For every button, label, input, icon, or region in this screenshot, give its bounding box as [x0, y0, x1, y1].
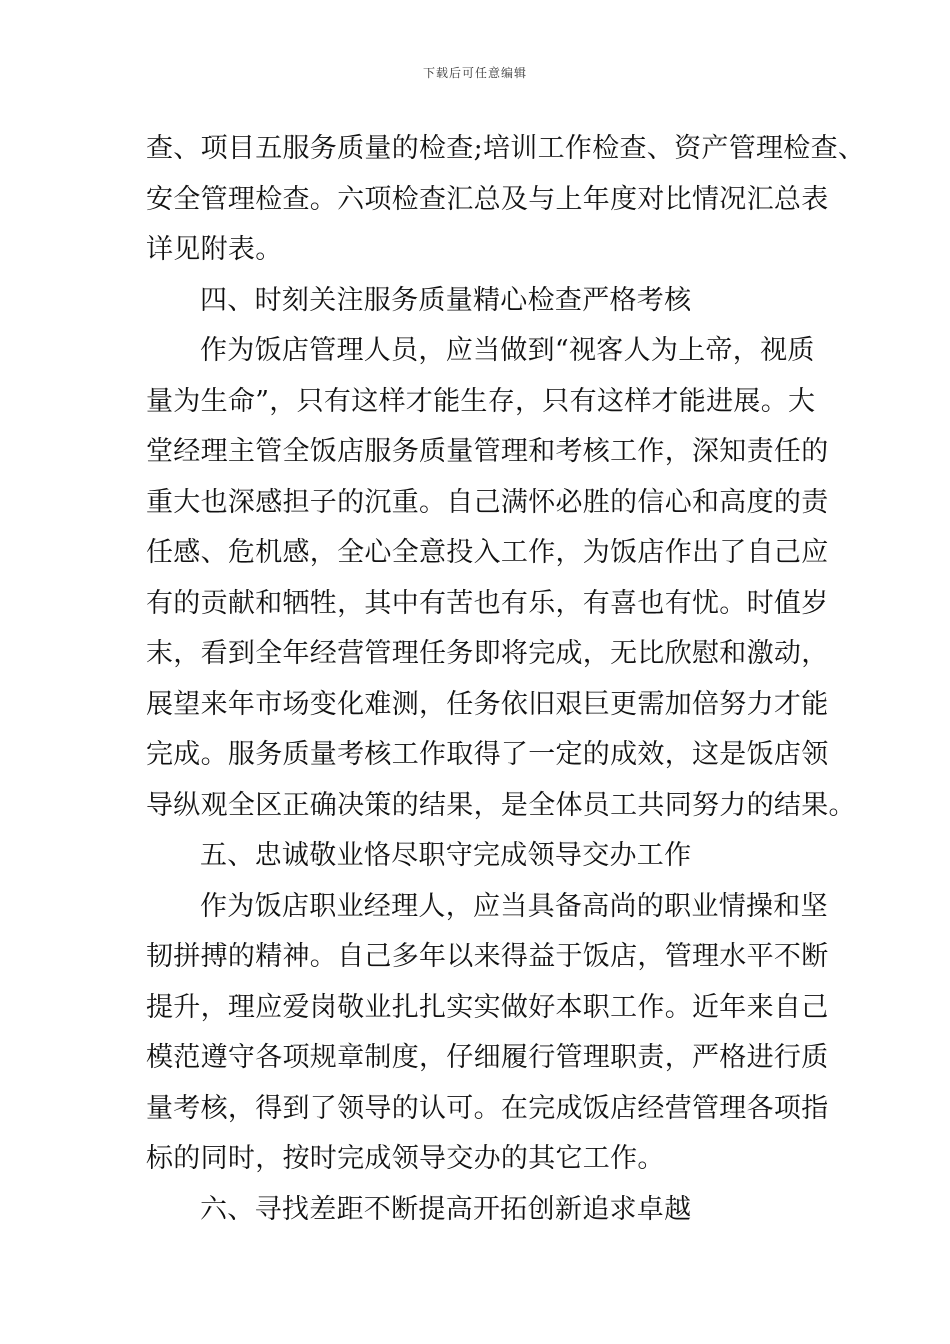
text-line: 标的同时，按时完成领导交办的其它工作。 — [146, 1143, 665, 1174]
text-line: 模范遵守各项规章制度，仔细履行管理职责，严格进行质 — [146, 1042, 829, 1073]
text-line: 提升，理应爱岗敬业扎扎实实做好本职工作。近年来自己 — [146, 991, 829, 1023]
document-body — [146, 124, 866, 1235]
text-line: 展望来年市场变化难测，任务依旧艰巨更需加倍努力才能 — [146, 688, 829, 720]
text-line: 有的贡献和牺牲，其中有苦也有乐，有喜也有忧。时值岁 — [146, 587, 829, 619]
text-line: 作为饭店职业经理人，应当具备高尚的职业情操和坚 — [200, 890, 828, 922]
text-line: 重大也深感担子的沉重。自己满怀必胜的信心和高度的责 — [146, 486, 829, 518]
text-line: 完成。服务质量考核工作取得了一定的成效，这是饭店领 — [146, 739, 829, 770]
text-line: 末，看到全年经营管理任务即将完成，无比欣慰和激动， — [146, 638, 829, 669]
section-heading: 四、时刻关注服务质量精心检查严格考核 — [200, 284, 692, 316]
text-line: 任感、危机感，全心全意投入工作，为饭店作出了自己应 — [146, 537, 829, 568]
text-line: 查、项目五服务质量的检查;培训工作检查、资产管理检查、 — [146, 133, 866, 164]
section-heading: 六、寻找差距不断提高开拓创新追求卓越 — [200, 1193, 692, 1225]
text-line: 详见附表。 — [146, 234, 283, 265]
text-line: 韧拼搏的精神。自己多年以来得益于饭店，管理水平不断 — [146, 941, 829, 972]
text-line: 量考核，得到了领导的认可。在完成饭店经营管理各项指 — [146, 1092, 829, 1124]
page-header: 下载后可任意编辑 — [422, 66, 527, 80]
text-line: 作为饭店管理人员，应当做到“视客人为上帝，视质 — [200, 335, 815, 366]
text-line: 导纵观全区正确决策的结果，是全体员工共同努力的结果。 — [146, 789, 856, 821]
text-line: 安全管理检查。六项检查汇总及与上年度对比情况汇总表 — [146, 183, 829, 215]
text-line: 堂经理主管全饭店服务质量管理和考核工作，深知责任的 — [146, 436, 829, 467]
section-heading: 五、忠诚敬业恪尽职守完成领导交办工作 — [200, 840, 692, 871]
text-line: 量为生命”，只有这样才能生存，只有这样才能进展。大 — [146, 385, 816, 417]
